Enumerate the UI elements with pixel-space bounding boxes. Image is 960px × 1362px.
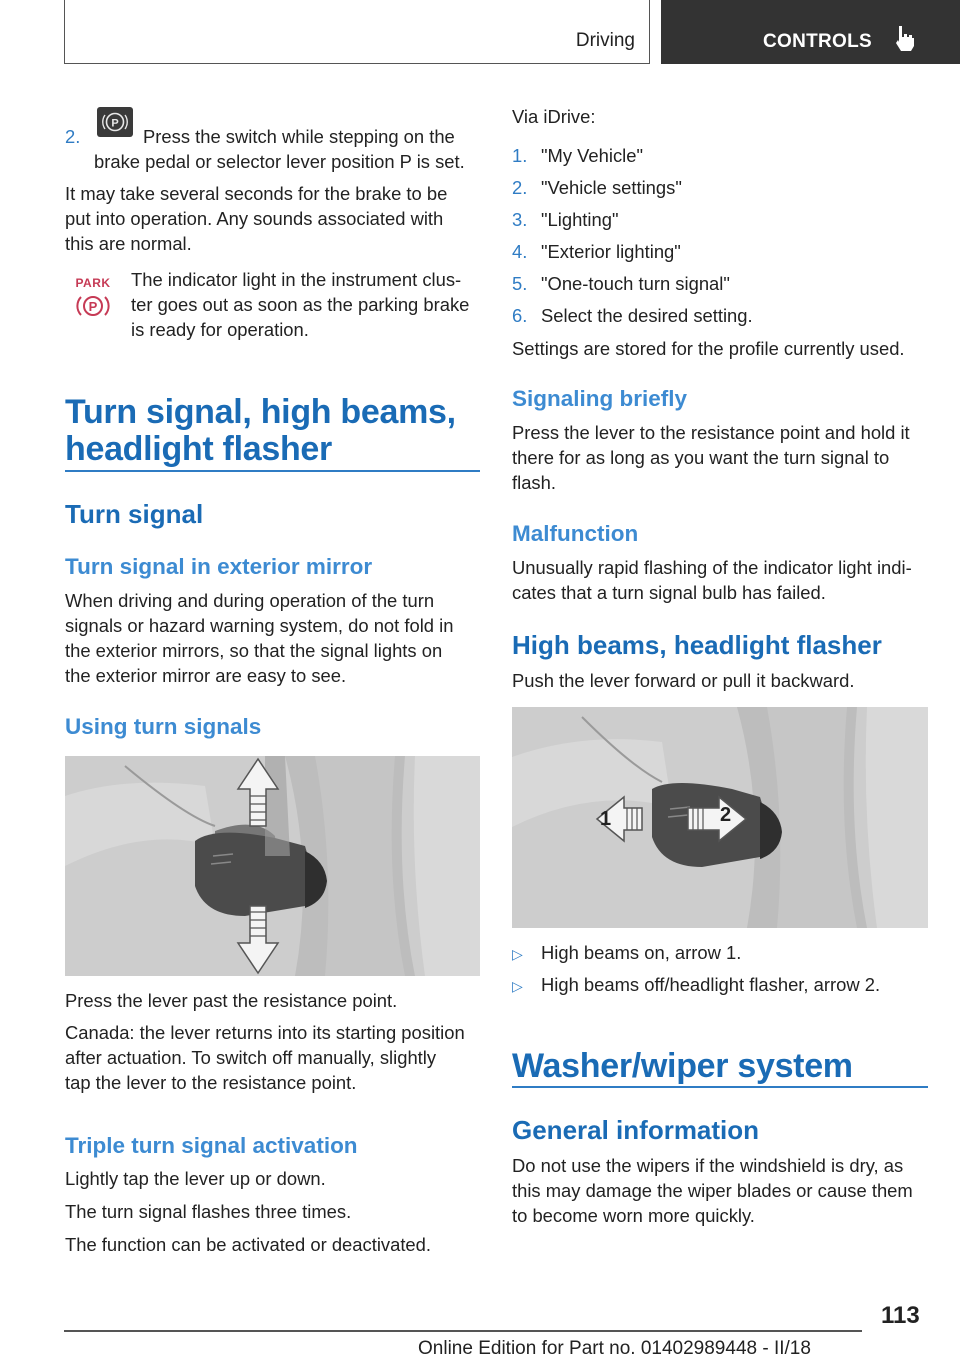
heading-general-information: General information (512, 1115, 760, 1145)
arrow-1-label: 1 (600, 808, 612, 830)
heading-turn-signal-mirror: Turn signal in exterior mirror (65, 554, 373, 579)
bullet-text: High beams on, arrow 1. (541, 942, 742, 963)
general-text-3: to become worn more quickly. (512, 1205, 755, 1226)
high-beams-text: Push the lever forward or pull it backward. (512, 670, 855, 691)
via-idrive-label: Via iDrive: (512, 106, 596, 127)
heading-malfunction: Malfunction (512, 521, 639, 546)
svg-text:P: P (111, 117, 119, 130)
mirror-text-3: the exterior mirrors, so that the signal lights on (65, 640, 443, 661)
general-text-1: Do not use the wipers if the windshield is dry, as (512, 1155, 904, 1176)
idrive-step-text: Select the desired setting. (541, 305, 753, 326)
chapter-tab[interactable] (661, 0, 960, 64)
section-title: Driving (575, 30, 635, 51)
header-frame (64, 0, 650, 64)
section-heading-turn-signal-line-2: headlight flasher (65, 430, 332, 468)
para-brake-delay-1: It may take several seconds for the brake to be (65, 183, 448, 204)
step-2-line-1: Press the switch while stepping on the (143, 126, 455, 147)
idrive-step-number: 2. (512, 177, 528, 198)
indicator-text-2: ter goes out as soon as the parking brake (131, 294, 470, 315)
indicator-text-3: is ready for operation. (131, 319, 309, 340)
section-rule (512, 1086, 928, 1088)
idrive-step-number: 5. (512, 273, 528, 294)
canada-text-2: after actuation. To switch off manually, slightly (65, 1047, 437, 1068)
para-brake-delay-2: put into operation. Any sounds associated with (65, 208, 444, 229)
footer-rule (64, 1330, 862, 1332)
settings-stored-text: Settings are stored for the profile currently used. (512, 338, 905, 359)
idrive-step-text: "Vehicle settings" (541, 177, 682, 198)
malfunction-text-1: Unusually rapid flashing of the indicator light indi- (512, 557, 912, 578)
bullet-text: High beams off/headlight flasher, arrow 2. (541, 974, 881, 995)
heading-triple-turn-signal: Triple turn signal activation (65, 1133, 358, 1158)
page-number: 113 (881, 1302, 920, 1329)
triangle-bullet-icon: ▷ (512, 946, 523, 962)
heading-using-turn-signals: Using turn signals (65, 714, 262, 739)
idrive-step-text: "Lighting" (541, 209, 619, 230)
idrive-step-number: 1. (512, 145, 528, 166)
idrive-step-number: 4. (512, 241, 528, 262)
signaling-text-1: Press the lever to the resistance point and hold it (512, 422, 910, 443)
idrive-step-text: "One-touch turn signal" (541, 273, 730, 294)
idrive-step-number: 6. (512, 305, 528, 326)
para-brake-delay-3: this are normal. (65, 233, 192, 254)
pointing-hand-icon (894, 24, 916, 52)
mirror-text-4: the exterior mirror are easy to see. (65, 665, 347, 686)
footer-edition: Online Edition for Part no. 01402989448 - II/18 (418, 1338, 811, 1359)
svg-text:P: P (88, 299, 98, 314)
park-indicator-label: PARK (75, 276, 111, 290)
section-rule (65, 470, 480, 472)
heading-signaling-briefly: Signaling briefly (512, 386, 688, 411)
step-2-line-2: brake pedal or selector lever position P is set. (94, 151, 465, 172)
heading-turn-signal: Turn signal (65, 499, 204, 529)
arrow-2-label: 2 (720, 804, 732, 826)
mirror-text-2: signals or hazard warning system, do not fold in (65, 615, 454, 636)
press-lever-text: Press the lever past the resistance point. (65, 990, 398, 1011)
turn-signal-lever-illustration (65, 756, 480, 976)
high-beam-lever-illustration (512, 707, 928, 928)
canada-text-3: tap the lever to the resistance point. (65, 1072, 357, 1093)
triple-text-2: The turn signal flashes three times. (65, 1201, 352, 1222)
signaling-text-3: flash. (512, 472, 556, 493)
mirror-text-1: When driving and during operation of the turn (65, 590, 435, 611)
triple-text-1: Lightly tap the lever up or down. (65, 1168, 326, 1189)
idrive-step-number: 3. (512, 209, 528, 230)
step-2-number: 2. (65, 126, 81, 147)
park-indicator-icon (73, 276, 113, 322)
section-heading-turn-signal-line-1: Turn signal, high beams, (65, 393, 456, 431)
parking-brake-switch-icon (97, 107, 133, 137)
indicator-text-1: The indicator light in the instrument clus- (131, 269, 462, 290)
idrive-step-text: "Exterior lighting" (541, 241, 681, 262)
canada-text-1: Canada: the lever returns into its starting position (65, 1022, 465, 1043)
triangle-bullet-icon: ▷ (512, 978, 523, 994)
turn-signal-lever-drawing (65, 756, 480, 976)
signaling-text-2: there for as long as you want the turn signal to (512, 447, 890, 468)
malfunction-text-2: cates that a turn signal bulb has failed. (512, 582, 826, 603)
triple-text-3: The function can be activated or deactivated. (65, 1234, 431, 1255)
idrive-step-text: "My Vehicle" (541, 145, 643, 166)
chapter-tab-label: CONTROLS (763, 31, 873, 52)
section-heading-washer: Washer/wiper system (512, 1047, 853, 1085)
parking-brake-symbol-icon (74, 292, 112, 320)
general-text-2: this may damage the wiper blades or cause them (512, 1180, 913, 1201)
heading-high-beams: High beams, headlight flasher (512, 630, 882, 660)
